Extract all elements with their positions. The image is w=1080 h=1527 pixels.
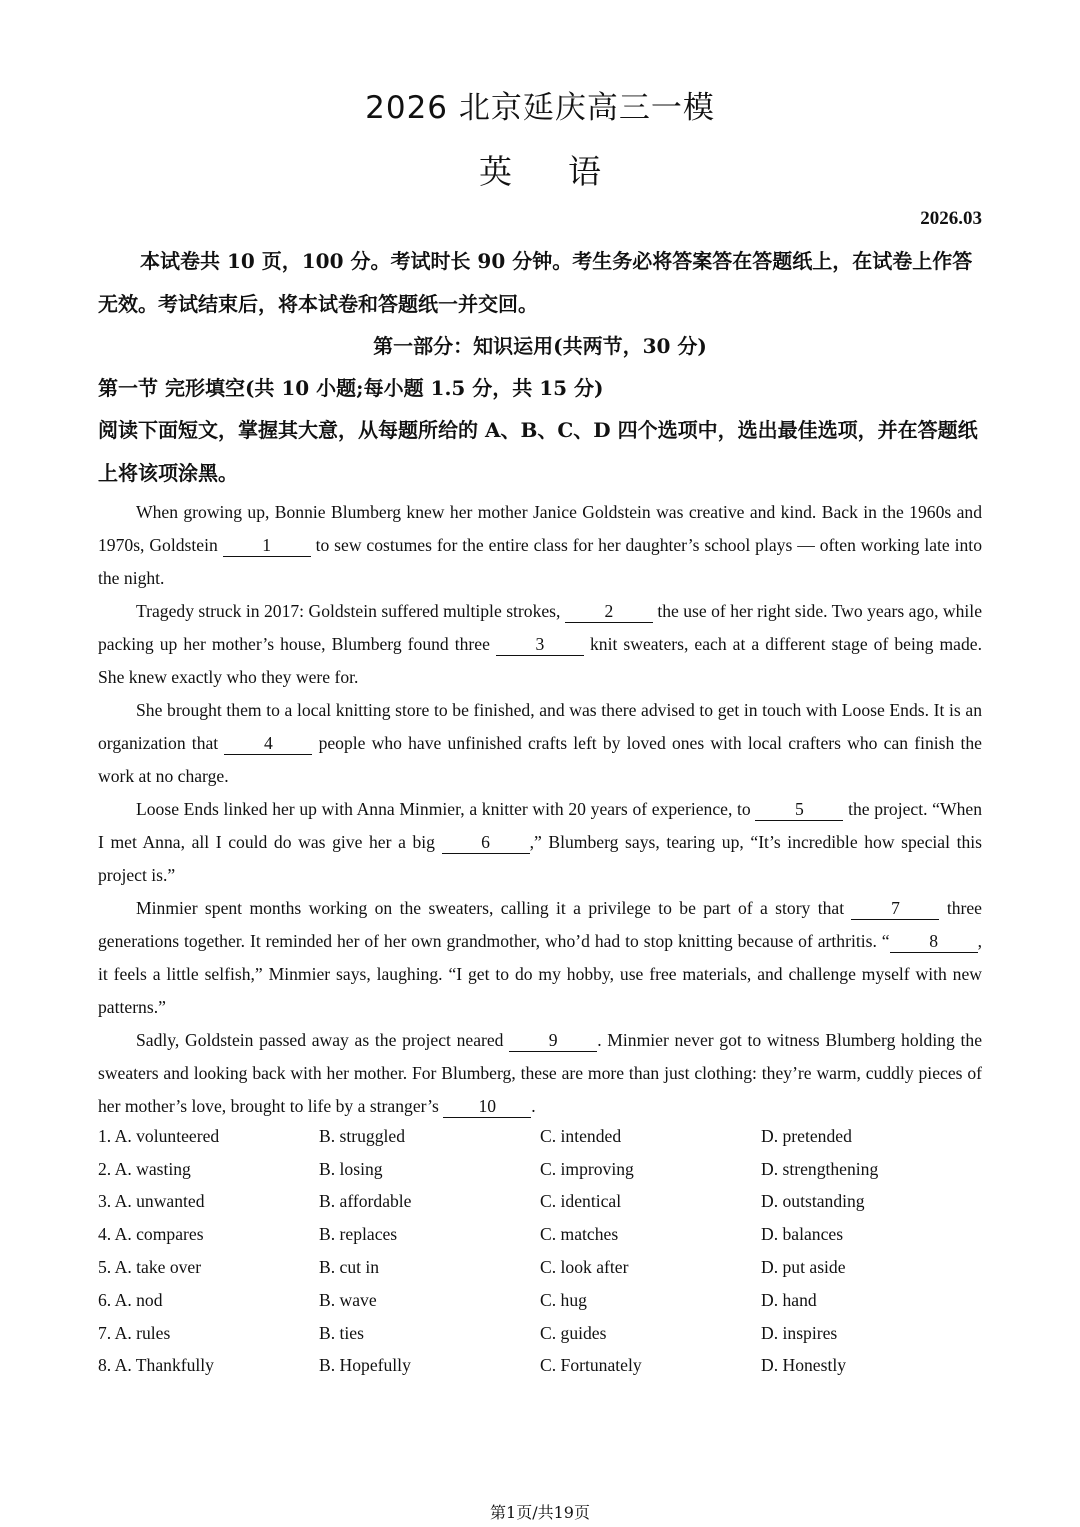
cloze-blank: 6: [442, 831, 530, 854]
passage-text: When growing up, Bonnie Blumberg knew her mother Janice Goldstein was creative and kind. Back in the 1960s and 1970s, Goldstein: [98, 502, 982, 555]
passage-text: Tragedy struck in 2017: Goldstein suffered multiple strokes,: [136, 601, 565, 621]
option-b: B. Hopefully: [319, 1355, 411, 1376]
option-c: C. guides: [540, 1322, 607, 1343]
option-b: B. wave: [319, 1289, 377, 1310]
passage-text: ,” Blumberg says, tearing up, “It’s incredible how special this project is.”: [98, 832, 983, 885]
passage-paragraph: [98, 793, 982, 892]
passage-text: people who have unfinished crafts left by loved ones with local crafters who can finish the work at no charge.: [98, 733, 982, 786]
task-instructions: 阅读下面短文，掌握其大意，从每题所给的 A、B、C、D 四个选项中，选出最佳选项，并在答题纸上将该项涂黑。: [98, 418, 978, 485]
question-options-1: [98, 1120, 982, 1153]
question-options-7: [98, 1317, 982, 1350]
cloze-blank: 7: [851, 897, 939, 920]
option-b: B. affordable: [319, 1191, 412, 1212]
option-d: D. put aside: [761, 1257, 846, 1278]
option-b: B. ties: [319, 1322, 364, 1343]
cloze-blank: 4: [224, 732, 312, 755]
option-c: C. matches: [540, 1224, 619, 1245]
passage-paragraph: [98, 892, 982, 1024]
cloze-blank: 9: [509, 1029, 597, 1052]
option-b: B. replaces: [319, 1224, 398, 1245]
general-instructions: 本试卷共 10 页，100 分。考试时长 90 分钟。考生务必将答案答在答题纸上，在试卷上作答无效。考试结束后，将本试卷和答题纸一并交回。: [98, 249, 973, 316]
cloze-blank: 1: [223, 534, 311, 557]
option-c: C. identical: [540, 1191, 622, 1212]
passage-text: .: [531, 1096, 536, 1116]
question-options-6: [98, 1284, 982, 1317]
option-a: 4. A. compares: [98, 1224, 204, 1245]
passage-text: Sadly, Goldstein passed away as the project neared: [136, 1030, 510, 1050]
option-c: C. intended: [540, 1125, 622, 1146]
option-d: D. hand: [761, 1289, 817, 1310]
option-c: C. improving: [540, 1158, 634, 1179]
option-c: C. look after: [540, 1257, 629, 1278]
passage-text: the project. “When I met Anna, all I could do was give her a big: [98, 799, 982, 852]
passage-text: knit sweaters, each at a different stage of being made. She knew exactly who they were for.: [98, 634, 982, 687]
passage-paragraph: [98, 496, 982, 595]
option-a: 8. A. Thankfully: [98, 1355, 214, 1376]
option-c: C. hug: [540, 1289, 587, 1310]
option-b: B. struggled: [319, 1125, 406, 1146]
option-d: D. strengthening: [761, 1158, 879, 1179]
cloze-blank: 3: [496, 633, 584, 656]
subject-char: 语: [568, 152, 601, 191]
section-heading: 第一节 完形填空(共 10 小题;每小题 1.5 分，共 15 分): [98, 376, 604, 400]
cloze-blank: 8: [890, 930, 978, 953]
passage-text: Minmier spent months working on the sweaters, calling it a privilege to be part of a story that: [136, 898, 852, 918]
exam-date: 2026.03: [920, 208, 982, 229]
passage-text: She brought them to a local knitting store to be finished, and was there advised to get in touch with Loose Ends. It is an organization that: [98, 700, 982, 753]
question-options-3: [98, 1186, 982, 1219]
option-d: D. inspires: [761, 1322, 838, 1343]
passage-paragraph: [98, 1024, 982, 1123]
option-d: D. balances: [761, 1224, 844, 1245]
part-heading: 第一部分：知识运用(共两节，30 分): [373, 334, 707, 358]
passage-text: , it feels a little selfish,” Minmier says, laughing. “I get to do my hobby, use free materials, and challenge myself with new patterns.”: [98, 931, 982, 1017]
passage-text: . Minmier never got to witness Blumberg holding the sweaters and looking back with her mother. For Blumberg, these are more than just clothing: they’re warm, cuddly pieces of her mother’s love, brought to life by a stranger’s: [98, 1030, 983, 1116]
question-options-5: [98, 1251, 982, 1284]
subject-heading: [0, 146, 1080, 193]
option-a: 3. A. unwanted: [98, 1191, 205, 1212]
cloze-blank: 10: [443, 1095, 531, 1118]
passage-text: to sew costumes for the entire class for her daughter’s school plays — often working late into the night.: [98, 535, 982, 588]
cloze-blank: 5: [755, 798, 843, 821]
option-a: 2. A. wasting: [98, 1158, 191, 1179]
subject-char: 英: [479, 152, 512, 191]
option-d: D. outstanding: [761, 1191, 865, 1212]
passage-text: the use of her right side. Two years ago, while packing up her mother’s house, Blumberg found three: [98, 601, 982, 654]
passage-paragraph: [98, 694, 982, 793]
answer-options: [98, 1120, 982, 1382]
page-number: 第1页/共19页: [490, 1503, 590, 1522]
option-a: 5. A. take over: [98, 1257, 202, 1278]
passage-text: three generations together. It reminded her of her own grandmother, who’d had to stop knitting because of arthritis. “: [98, 898, 982, 951]
option-a: 1. A. volunteered: [98, 1125, 220, 1146]
exam-title: 2026 北京延庆高三一模: [365, 90, 715, 126]
cloze-blank: 2: [565, 600, 653, 623]
question-options-4: [98, 1218, 982, 1251]
option-d: D. pretended: [761, 1125, 852, 1146]
option-a: 7. A. rules: [98, 1322, 171, 1343]
option-b: B. cut in: [319, 1257, 380, 1278]
option-b: B. losing: [319, 1158, 383, 1179]
question-options-8: [98, 1350, 982, 1383]
option-d: D. Honestly: [761, 1355, 847, 1376]
cloze-passage: [98, 496, 982, 1123]
passage-paragraph: [98, 595, 982, 694]
option-a: 6. A. nod: [98, 1289, 163, 1310]
option-c: C. Fortunately: [540, 1355, 642, 1376]
passage-text: Loose Ends linked her up with Anna Minmier, a knitter with 20 years of experience, to: [136, 799, 756, 819]
question-options-2: [98, 1153, 982, 1186]
